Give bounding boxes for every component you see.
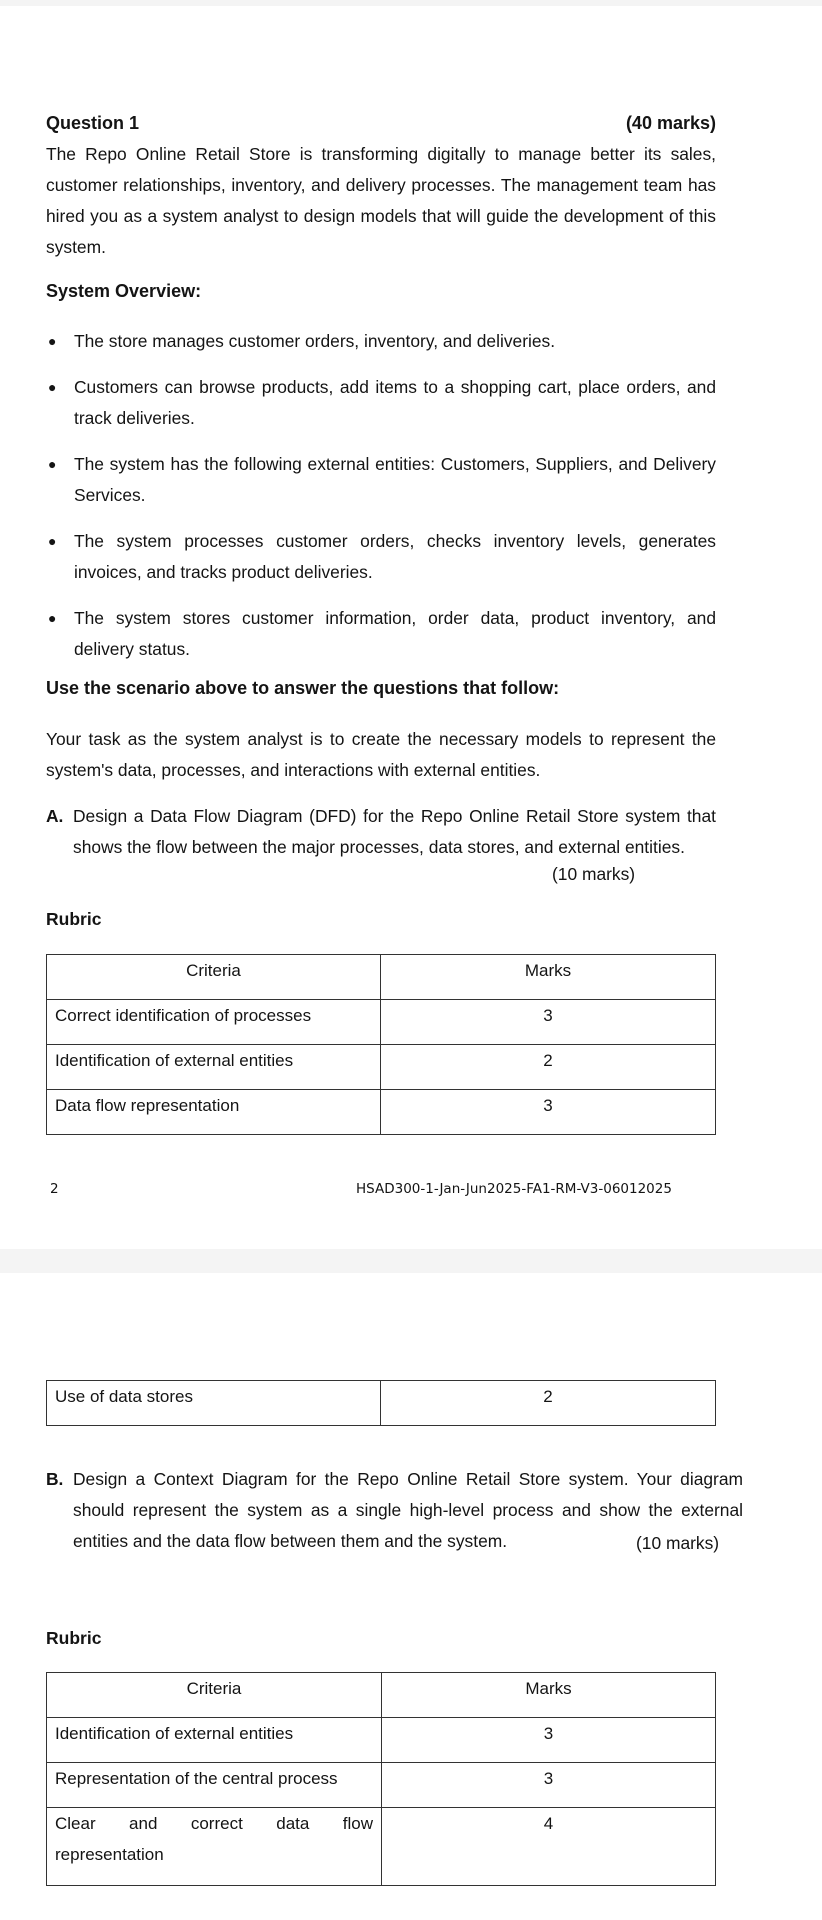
marks-cell: 4 — [382, 1808, 716, 1886]
list-item: ● The system stores customer information, order data, product inventory, and delivery status. — [46, 603, 716, 665]
question-marks: (40 marks) — [625, 113, 716, 133]
document-page-1 — [0, 6, 822, 1249]
rubric-a-table — [46, 954, 716, 1135]
task-b-marks: (10 marks) — [630, 1533, 719, 1554]
marks-header: Marks — [381, 955, 716, 1000]
task-a-letter: A. — [46, 806, 64, 826]
table-row — [47, 1763, 716, 1808]
task-b-text: Design a Context Diagram for the Repo Online Retail Store system. Your diagram should represent the system as a single high-level process and show the external entities and the data flow between them and the system. — [73, 1469, 743, 1551]
table-header-row — [47, 1673, 716, 1718]
rubric-b-heading: Rubric — [46, 1628, 102, 1648]
bullet-icon: ● — [48, 379, 57, 395]
criteria-cell: Representation of the central process — [47, 1763, 382, 1808]
criteria-header: Criteria — [47, 1673, 382, 1718]
marks-cell: 3 — [381, 1090, 716, 1135]
criteria-cell: Identification of external entities — [47, 1718, 382, 1763]
criteria-header: Criteria — [47, 955, 381, 1000]
system-overview-heading: System Overview: — [46, 281, 202, 301]
list-item: ● The system processes customer orders, checks inventory levels, generates invoices, and tracks product deliveries. — [46, 526, 716, 588]
bullet-icon: ● — [48, 456, 57, 472]
task-a-text: Design a Data Flow Diagram (DFD) for the Repo Online Retail Store system that shows the flow between the major processes, data stores, and external entities. — [73, 806, 716, 857]
footer-document-code: HSAD300-1-Jan-Jun2025-FA1-RM-V3-06012025 — [356, 1181, 672, 1197]
table-row — [47, 1381, 716, 1426]
bullet-icon: ● — [48, 610, 57, 626]
criteria-second-line: representation — [55, 1845, 164, 1864]
question-header — [46, 113, 716, 134]
marks-cell: 2 — [381, 1045, 716, 1090]
table-header-row — [47, 955, 716, 1000]
task-b-letter: B. — [46, 1469, 64, 1489]
criteria-first-line: Clear and correct data flow — [55, 1814, 373, 1833]
task-intro-paragraph: Your task as the system analyst is to create the necessary models to represent the system's data, processes, and interactions with external entities. — [46, 729, 716, 780]
table-row — [47, 1045, 716, 1090]
rubric-a-continued-table — [46, 1380, 716, 1426]
marks-header: Marks — [382, 1673, 716, 1718]
criteria-cell: Use of data stores — [47, 1381, 381, 1426]
criteria-cell: Correct identification of processes — [47, 1000, 381, 1045]
marks-cell: 3 — [382, 1718, 716, 1763]
marks-cell: 2 — [381, 1381, 716, 1426]
list-item: ● The system has the following external entities: Customers, Suppliers, and Delivery Services. — [46, 449, 716, 511]
criteria-cell: Data flow representation — [47, 1090, 381, 1135]
rubric-a-heading: Rubric — [46, 909, 102, 929]
document-page-2 — [0, 1273, 822, 1920]
bullet-icon: ● — [48, 533, 57, 549]
intro-paragraph: The Repo Online Retail Store is transforming digitally to manage better its sales, customer relationships, inventory, and delivery processes. The management team has hired you as a system analyst to design models that will guide the development of this system. — [46, 144, 716, 257]
table-row — [47, 1090, 716, 1135]
criteria-cell: Identification of external entities — [47, 1045, 381, 1090]
table-row — [47, 1000, 716, 1045]
bullet-icon: ● — [48, 333, 57, 349]
overview-bullet-list — [46, 326, 716, 680]
rubric-b-table — [46, 1672, 716, 1886]
table-row — [47, 1718, 716, 1763]
criteria-cell — [47, 1808, 382, 1886]
scenario-heading: Use the scenario above to answer the questions that follow: — [46, 678, 560, 698]
list-item: ● Customers can browse products, add items to a shopping cart, place orders, and track deliveries. — [46, 372, 716, 434]
marks-cell: 3 — [382, 1763, 716, 1808]
table-row — [47, 1808, 716, 1886]
task-a-marks: (10 marks) — [552, 864, 636, 884]
list-item: ● The store manages customer orders, inventory, and deliveries. — [46, 326, 716, 357]
task-a — [46, 801, 716, 863]
marks-cell: 3 — [381, 1000, 716, 1045]
question-title: Question 1 — [46, 113, 140, 133]
footer-page-number: 2 — [50, 1181, 59, 1197]
